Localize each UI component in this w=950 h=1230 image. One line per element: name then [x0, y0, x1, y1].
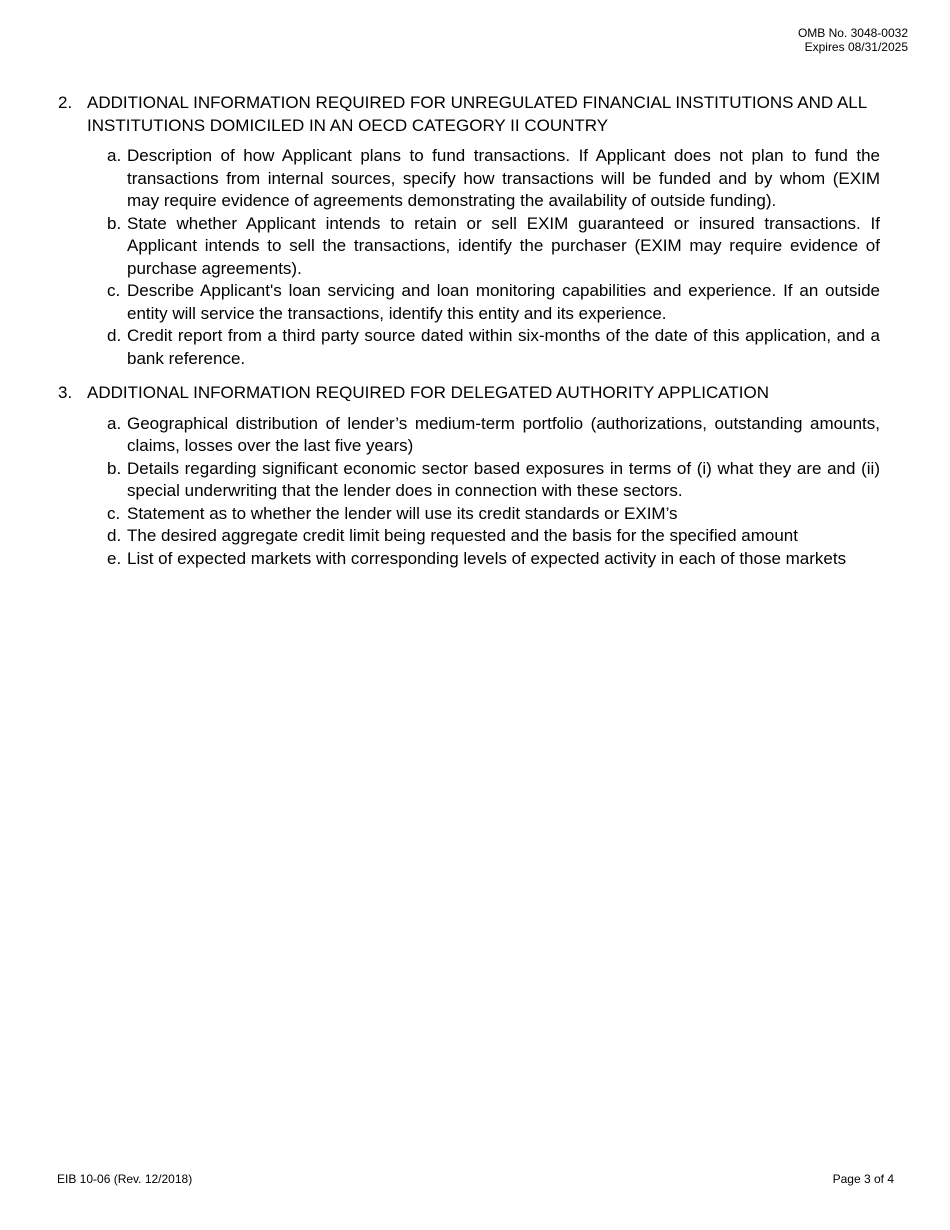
item-letter: e. [107, 548, 122, 568]
omb-expiration: Expires 08/31/2025 [804, 40, 908, 54]
item-letter: a. [107, 413, 122, 433]
item-letter: c. [107, 503, 121, 523]
section-title: ADDITIONAL INFORMATION REQUIRED FOR DELEGATED AUTHORITY APPLICATION [87, 383, 769, 402]
item-letter: d. [107, 326, 122, 345]
omb-number: OMB No. 3048-0032 [797, 26, 908, 40]
section-number: 3. [58, 383, 73, 402]
omb-header [798, 26, 908, 54]
item-text: State whether Applicant intends to retain or sell EXIM guaranteed or insured transactions. If Applicant intends to sell the transactions, identify the purchaser (EXIM may require evidence of purchase agreements). [127, 213, 880, 278]
list-item [87, 280, 880, 325]
form-identifier: EIB 10-06 (Rev. 12/2018) [57, 1172, 193, 1186]
item-text: Details regarding significant economic sector based exposures in terms of (i) what they are and (ii) special underwriting that the lender does in connection with these sectors. [127, 458, 880, 500]
item-text: Describe Applicant's loan servicing and loan monitoring capabilities and experience. If an outside entity will service the transactions, identify this entity and its experience. [127, 281, 880, 323]
item-text: Description of how Applicant plans to fund transactions. If Applicant does not plan to fund the transactions from internal sources, specify how transactions will be funded and by whom (EXIM may require evidence of agreements demonstrating the availability of outside funding). [127, 146, 880, 210]
item-text: The desired aggregate credit limit being requested and the basis for the specified amount [127, 526, 798, 545]
item-list [87, 413, 880, 571]
list-item [87, 413, 880, 458]
item-text: List of expected markets with corresponding levels of expected activity in each of those markets [127, 548, 847, 568]
item-letter: c. [107, 281, 121, 300]
item-list [87, 145, 880, 370]
item-text: Statement as to whether the lender will use its credit standards or EXIM’s [127, 503, 678, 523]
item-letter: a. [107, 146, 122, 165]
list-item [87, 325, 880, 370]
item-text: Credit report from a third party source dated within six-months of the date of this application, and a bank reference. [127, 326, 880, 368]
section-title: ADDITIONAL INFORMATION REQUIRED FOR UNREGULATED FINANCIAL INSTITUTIONS AND ALL INSTITUTIONS DOMICILED IN AN OECD CATEGORY II COUNTRY [87, 93, 867, 135]
section-body [87, 92, 880, 370]
list-item [87, 548, 880, 571]
item-text: Geographical distribution of lender’s medium-term portfolio (authorizations, outstanding amounts, claims, losses over the last five years) [127, 413, 880, 455]
section-2 [58, 92, 880, 370]
document-body [58, 92, 880, 570]
section-3 [58, 382, 880, 570]
list-item [87, 213, 880, 281]
list-item [87, 503, 880, 526]
list-item [87, 145, 880, 213]
item-letter: d. [107, 526, 122, 545]
page-number: Page 3 of 4 [832, 1172, 894, 1186]
section-body [87, 382, 880, 570]
item-letter: b. [107, 213, 122, 233]
section-number: 2. [58, 93, 73, 112]
list-item [87, 525, 880, 548]
list-item [87, 458, 880, 503]
item-letter: b. [107, 458, 122, 478]
